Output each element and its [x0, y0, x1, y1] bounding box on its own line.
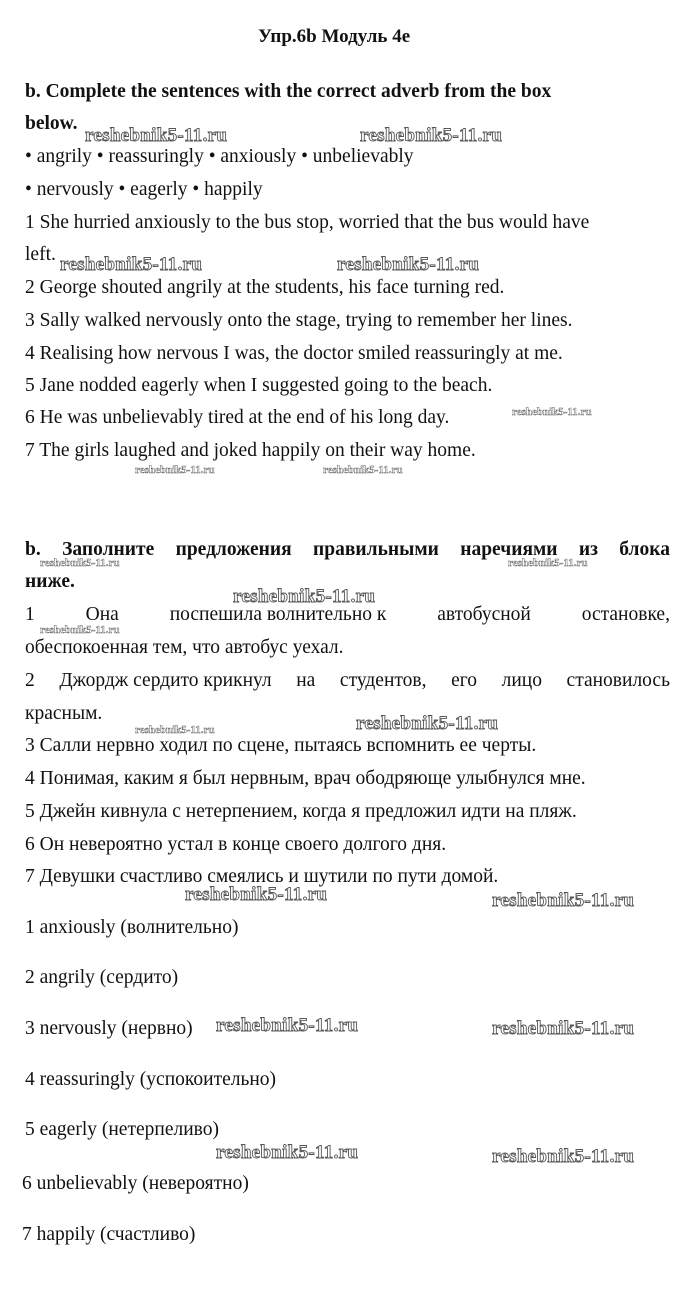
answer-5: 5 eagerly (нетерпеливо) [25, 1119, 219, 1140]
watermark: reshebnik5-11.ru [492, 1018, 635, 1039]
answer-3: 3 nervously (нервно) [25, 1018, 193, 1039]
page-title: Упр.6b Модуль 4е [258, 26, 411, 47]
watermark: reshebnik5-11.ru [360, 125, 503, 146]
answer-7: 7 happily (счастливо) [22, 1224, 196, 1245]
watermark-small: reshebnik5-11.ru [40, 557, 120, 569]
answer-2: 2 angrily (сердито) [25, 967, 179, 988]
en-sentence-1-cont: left. [25, 244, 56, 265]
task-heading-en-cont: below. [25, 113, 78, 134]
watermark: reshebnik5-11.ru [185, 884, 328, 905]
ru-word: автобусной [437, 604, 531, 625]
watermark-small: reshebnik5-11.ru [40, 624, 120, 636]
answer-6: 6 unbelievably (невероятно) [22, 1173, 249, 1194]
watermark: reshebnik5-11.ru [216, 1015, 359, 1036]
watermark-small: reshebnik5-11.ru [323, 464, 403, 476]
en-sentence-7: 7 The girls laughed and joked happily on their way home. [25, 440, 476, 461]
ru-heading-word: Заполните [62, 539, 155, 560]
en-sentence-2: 2 George shouted angrily at the students, his face turning red. [25, 277, 505, 298]
watermark: reshebnik5-11.ru [337, 254, 480, 275]
ru-sentence-1-cont: обеспокоенная тем, что автобус уехал. [25, 637, 344, 658]
answer-4: 4 reassuringly (успокоительно) [25, 1069, 277, 1090]
ru-word: Джордж сердито крикнул [59, 670, 272, 691]
ru-heading-word: b. [25, 539, 41, 560]
ru-heading-word: правильными [313, 539, 439, 560]
ru-heading-word: предложения [175, 539, 292, 560]
ru-word: остановке, [581, 604, 670, 625]
ru-sentence-3: 3 Салли нервно ходил по сцене, пытаясь вспомнить ее черты. [25, 735, 537, 756]
ru-word: студентов, [339, 670, 427, 691]
watermark: reshebnik5-11.ru [492, 1146, 635, 1167]
watermark-small: reshebnik5-11.ru [508, 557, 588, 569]
ru-word: лицо [501, 670, 542, 691]
watermark-small: reshebnik5-11.ru [135, 464, 215, 476]
watermark: reshebnik5-11.ru [356, 713, 499, 734]
ru-word: 1 [25, 604, 35, 625]
ru-heading-word: из [578, 539, 598, 560]
ru-word: становилось [566, 670, 670, 691]
answer-1: 1 anxiously (волнительно) [25, 917, 239, 938]
ru-sentence-4: 4 Понимая, каким я был нервным, врач ободряюще улыбнулся мне. [25, 768, 586, 789]
en-sentence-5: 5 Jane nodded eagerly when I suggested going to the beach. [25, 375, 493, 396]
en-sentence-1: 1 She hurried anxiously to the bus stop, worried that the bus would have [25, 212, 590, 233]
watermark-small: reshebnik5-11.ru [512, 406, 592, 418]
task-heading-ru-cont: ниже. [25, 571, 75, 592]
en-sentence-3: 3 Sally walked nervously onto the stage, trying to remember her lines. [25, 310, 573, 331]
word-box-line-2: • nervously • eagerly • happily [25, 179, 263, 200]
watermark: reshebnik5-11.ru [85, 125, 228, 146]
ru-word: Она [85, 604, 119, 625]
watermark: reshebnik5-11.ru [233, 586, 376, 607]
ru-heading-word: наречиями [460, 539, 558, 560]
ru-sentence-7: 7 Девушки счастливо смеялись и шутили по пути домой. [25, 866, 499, 887]
ru-word: поспешила волнительно к [169, 604, 387, 625]
ru-word: его [451, 670, 477, 691]
ru-sentence-2-cont: красным. [25, 703, 103, 724]
word-box-line-1: • angrily • reassuringly • anxiously • unbelievably [25, 146, 414, 167]
ru-sentence-5: 5 Джейн кивнула с нетерпением, когда я предложил идти на пляж. [25, 801, 577, 822]
ru-heading-word: блока [619, 539, 670, 560]
watermark: reshebnik5-11.ru [216, 1142, 359, 1163]
ru-sentence-2 [25, 669, 670, 693]
task-heading-en: b. Complete the sentences with the correct adverb from the box [25, 81, 552, 102]
watermark-small: reshebnik5-11.ru [135, 724, 215, 736]
ru-sentence-6: 6 Он невероятно устал в конце своего долгого дня. [25, 834, 447, 855]
watermark: reshebnik5-11.ru [60, 254, 203, 275]
en-sentence-6: 6 He was unbelievably tired at the end of his long day. [25, 407, 450, 428]
ru-word: на [296, 670, 316, 691]
en-sentence-4: 4 Realising how nervous I was, the doctor smiled reassuringly at me. [25, 343, 563, 364]
watermark: reshebnik5-11.ru [492, 890, 635, 911]
ru-word: 2 [25, 670, 35, 691]
